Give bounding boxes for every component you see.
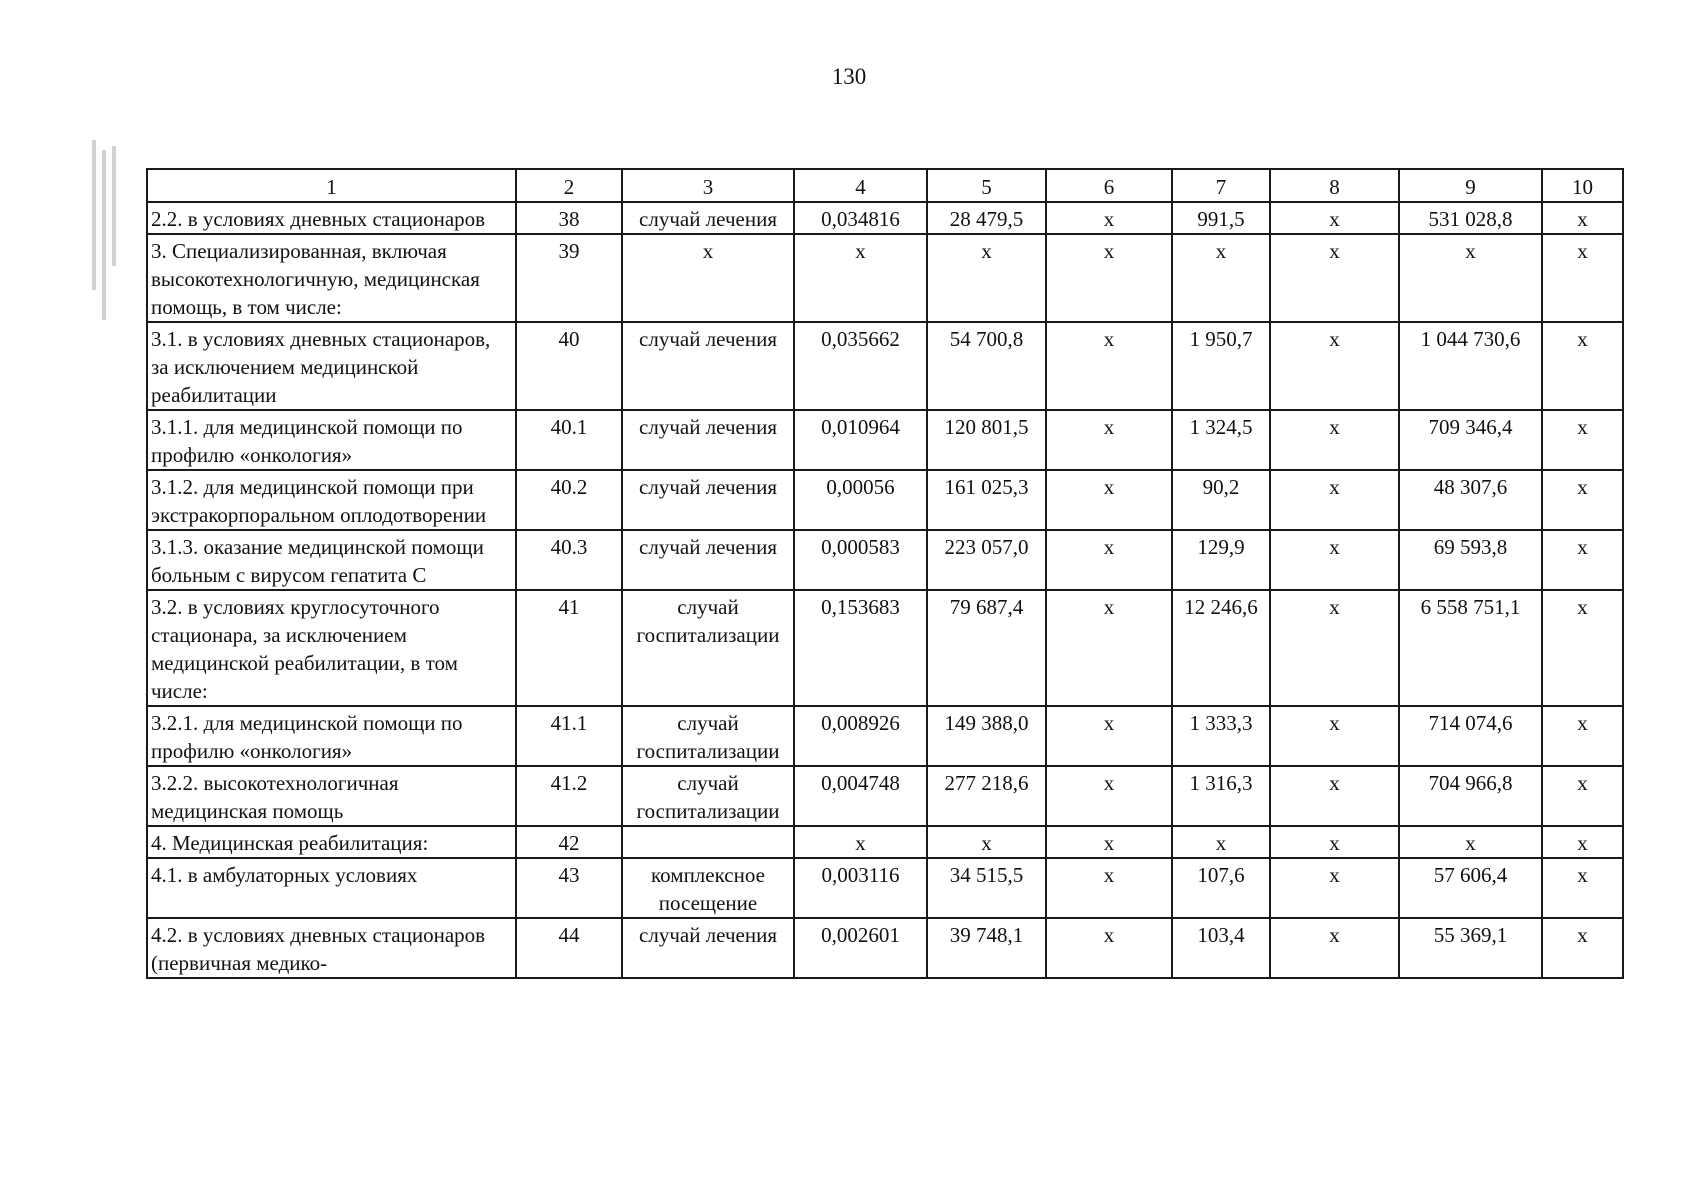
row-number: 43 <box>516 858 622 918</box>
cell-value: 6 558 751,1 <box>1399 590 1542 706</box>
row-indicator-name: 3.1.3. оказание медицинской помощи больным с вирусом гепатита С <box>147 530 516 590</box>
table-body <box>147 202 1623 978</box>
cell-value: х <box>1270 826 1399 858</box>
cell-value: х <box>1046 202 1172 234</box>
unit-of-measure: случай лечения <box>622 918 794 978</box>
cell-value: х <box>1046 590 1172 706</box>
row-indicator-name: 3.2. в условиях круглосуточного стационара, за исключением медицинской реабилитации, в том числе: <box>147 590 516 706</box>
cell-value: х <box>1542 322 1623 410</box>
cell-value: 0,003116 <box>794 858 927 918</box>
table-row <box>147 322 1623 410</box>
row-indicator-name: 2.2. в условиях дневных стационаров <box>147 202 516 234</box>
cell-value: х <box>1270 918 1399 978</box>
margin-stamp-image <box>40 140 120 330</box>
row-number: 41.1 <box>516 706 622 766</box>
cell-value: х <box>1046 410 1172 470</box>
cell-value: 34 515,5 <box>927 858 1046 918</box>
row-indicator-name: 3.2.2. высокотехнологичная медицинская помощь <box>147 766 516 826</box>
cell-value: 0,010964 <box>794 410 927 470</box>
row-number: 41.2 <box>516 766 622 826</box>
row-indicator-name: 3.2.1. для медицинской помощи по профилю «онкология» <box>147 706 516 766</box>
column-header: 5 <box>927 169 1046 202</box>
cell-value: х <box>1046 858 1172 918</box>
cell-value: 0,035662 <box>794 322 927 410</box>
cell-value: 0,008926 <box>794 706 927 766</box>
unit-of-measure: случай госпитализации <box>622 590 794 706</box>
cell-value: х <box>1542 410 1623 470</box>
cell-value: х <box>1270 202 1399 234</box>
cell-value: 223 057,0 <box>927 530 1046 590</box>
cell-value: х <box>1270 766 1399 826</box>
cell-value: х <box>1270 234 1399 322</box>
cell-value: 90,2 <box>1172 470 1270 530</box>
row-number: 39 <box>516 234 622 322</box>
column-header: 6 <box>1046 169 1172 202</box>
data-table <box>146 168 1624 979</box>
cell-value: х <box>1542 470 1623 530</box>
row-number: 41 <box>516 590 622 706</box>
cell-value: х <box>794 826 927 858</box>
cell-value: 12 246,6 <box>1172 590 1270 706</box>
table-row <box>147 766 1623 826</box>
page-number: 130 <box>831 64 867 89</box>
cell-value: 991,5 <box>1172 202 1270 234</box>
cell-value: 55 369,1 <box>1399 918 1542 978</box>
row-number: 38 <box>516 202 622 234</box>
table-row <box>147 826 1623 858</box>
table-row <box>147 202 1623 234</box>
cell-value: х <box>794 234 927 322</box>
cell-value: 1 044 730,6 <box>1399 322 1542 410</box>
cell-value: 0,034816 <box>794 202 927 234</box>
cell-value: х <box>1542 530 1623 590</box>
unit-of-measure: случай госпитализации <box>622 706 794 766</box>
cell-value: х <box>1046 530 1172 590</box>
unit-of-measure: х <box>622 234 794 322</box>
column-header: 8 <box>1270 169 1399 202</box>
row-number: 40.2 <box>516 470 622 530</box>
unit-of-measure: случай лечения <box>622 322 794 410</box>
cell-value: 0,153683 <box>794 590 927 706</box>
row-number: 40.1 <box>516 410 622 470</box>
cell-value: х <box>1270 858 1399 918</box>
cell-value: х <box>1270 706 1399 766</box>
column-header: 10 <box>1542 169 1623 202</box>
cell-value: 69 593,8 <box>1399 530 1542 590</box>
cell-value: х <box>1270 410 1399 470</box>
row-indicator-name: 4.2. в условиях дневных стационаров (первичная медико- <box>147 918 516 978</box>
column-header: 3 <box>622 169 794 202</box>
header-row <box>147 169 1623 202</box>
cell-value: 709 346,4 <box>1399 410 1542 470</box>
cell-value: х <box>1542 918 1623 978</box>
unit-of-measure: случай лечения <box>622 470 794 530</box>
table-row <box>147 918 1623 978</box>
cell-value: х <box>1270 470 1399 530</box>
cell-value: х <box>1172 826 1270 858</box>
cell-value: 57 606,4 <box>1399 858 1542 918</box>
cell-value: 103,4 <box>1172 918 1270 978</box>
cell-value: х <box>1046 234 1172 322</box>
cell-value: 714 074,6 <box>1399 706 1542 766</box>
table-row <box>147 706 1623 766</box>
row-indicator-name: 4.1. в амбулаторных условиях <box>147 858 516 918</box>
cell-value: 161 025,3 <box>927 470 1046 530</box>
cell-value: 1 333,3 <box>1172 706 1270 766</box>
row-indicator-name: 3.1. в условиях дневных стационаров, за исключением медицинской реабилитации <box>147 322 516 410</box>
row-number: 40.3 <box>516 530 622 590</box>
column-header: 9 <box>1399 169 1542 202</box>
cell-value: 0,000583 <box>794 530 927 590</box>
row-number: 42 <box>516 826 622 858</box>
table-row <box>147 858 1623 918</box>
table-row <box>147 530 1623 590</box>
column-header: 1 <box>147 169 516 202</box>
cell-value: 531 028,8 <box>1399 202 1542 234</box>
cell-value: х <box>1270 530 1399 590</box>
cell-value: 704 966,8 <box>1399 766 1542 826</box>
column-header: 4 <box>794 169 927 202</box>
table-row <box>147 470 1623 530</box>
cell-value: х <box>1542 202 1623 234</box>
unit-of-measure: комплексное посещение <box>622 858 794 918</box>
cell-value: 48 307,6 <box>1399 470 1542 530</box>
cell-value: х <box>1046 826 1172 858</box>
cell-value: 1 324,5 <box>1172 410 1270 470</box>
cell-value: х <box>927 234 1046 322</box>
cell-value: х <box>1046 470 1172 530</box>
cell-value: х <box>1542 766 1623 826</box>
cell-value: 79 687,4 <box>927 590 1046 706</box>
column-header: 7 <box>1172 169 1270 202</box>
table-row <box>147 410 1623 470</box>
cell-value: 120 801,5 <box>927 410 1046 470</box>
cell-value: х <box>1542 826 1623 858</box>
cell-value: 28 479,5 <box>927 202 1046 234</box>
cell-value: х <box>1542 858 1623 918</box>
unit-of-measure: случай лечения <box>622 202 794 234</box>
unit-of-measure: случай лечения <box>622 530 794 590</box>
unit-of-measure <box>622 826 794 858</box>
cell-value: х <box>927 826 1046 858</box>
cell-value: х <box>1542 590 1623 706</box>
row-number: 44 <box>516 918 622 978</box>
cell-value: х <box>1542 706 1623 766</box>
row-indicator-name: 4. Медицинская реабилитация: <box>147 826 516 858</box>
cell-value: х <box>1399 234 1542 322</box>
cell-value: 277 218,6 <box>927 766 1046 826</box>
cell-value: 129,9 <box>1172 530 1270 590</box>
cell-value: х <box>1270 590 1399 706</box>
cell-value: 0,00056 <box>794 470 927 530</box>
cell-value: 1 316,3 <box>1172 766 1270 826</box>
column-header: 2 <box>516 169 622 202</box>
cell-value: х <box>1399 826 1542 858</box>
cell-value: 149 388,0 <box>927 706 1046 766</box>
cell-value: 1 950,7 <box>1172 322 1270 410</box>
cell-value: х <box>1046 322 1172 410</box>
row-number: 40 <box>516 322 622 410</box>
unit-of-measure: случай госпитализации <box>622 766 794 826</box>
cell-value: 39 748,1 <box>927 918 1046 978</box>
cell-value: х <box>1172 234 1270 322</box>
table-row <box>147 234 1623 322</box>
cell-value: 0,002601 <box>794 918 927 978</box>
cell-value: х <box>1542 234 1623 322</box>
cell-value: х <box>1046 706 1172 766</box>
unit-of-measure: случай лечения <box>622 410 794 470</box>
table-row <box>147 590 1623 706</box>
cell-value: х <box>1270 322 1399 410</box>
cell-value: х <box>1046 918 1172 978</box>
row-indicator-name: 3.1.1. для медицинской помощи по профилю «онкология» <box>147 410 516 470</box>
row-indicator-name: 3.1.2. для медицинской помощи при экстракорпоральном оплодотворении <box>147 470 516 530</box>
cell-value: х <box>1046 766 1172 826</box>
row-indicator-name: 3. Специализированная, включая высокотехнологичную, медицинская помощь, в том числе: <box>147 234 516 322</box>
cell-value: 54 700,8 <box>927 322 1046 410</box>
cell-value: 0,004748 <box>794 766 927 826</box>
cell-value: 107,6 <box>1172 858 1270 918</box>
